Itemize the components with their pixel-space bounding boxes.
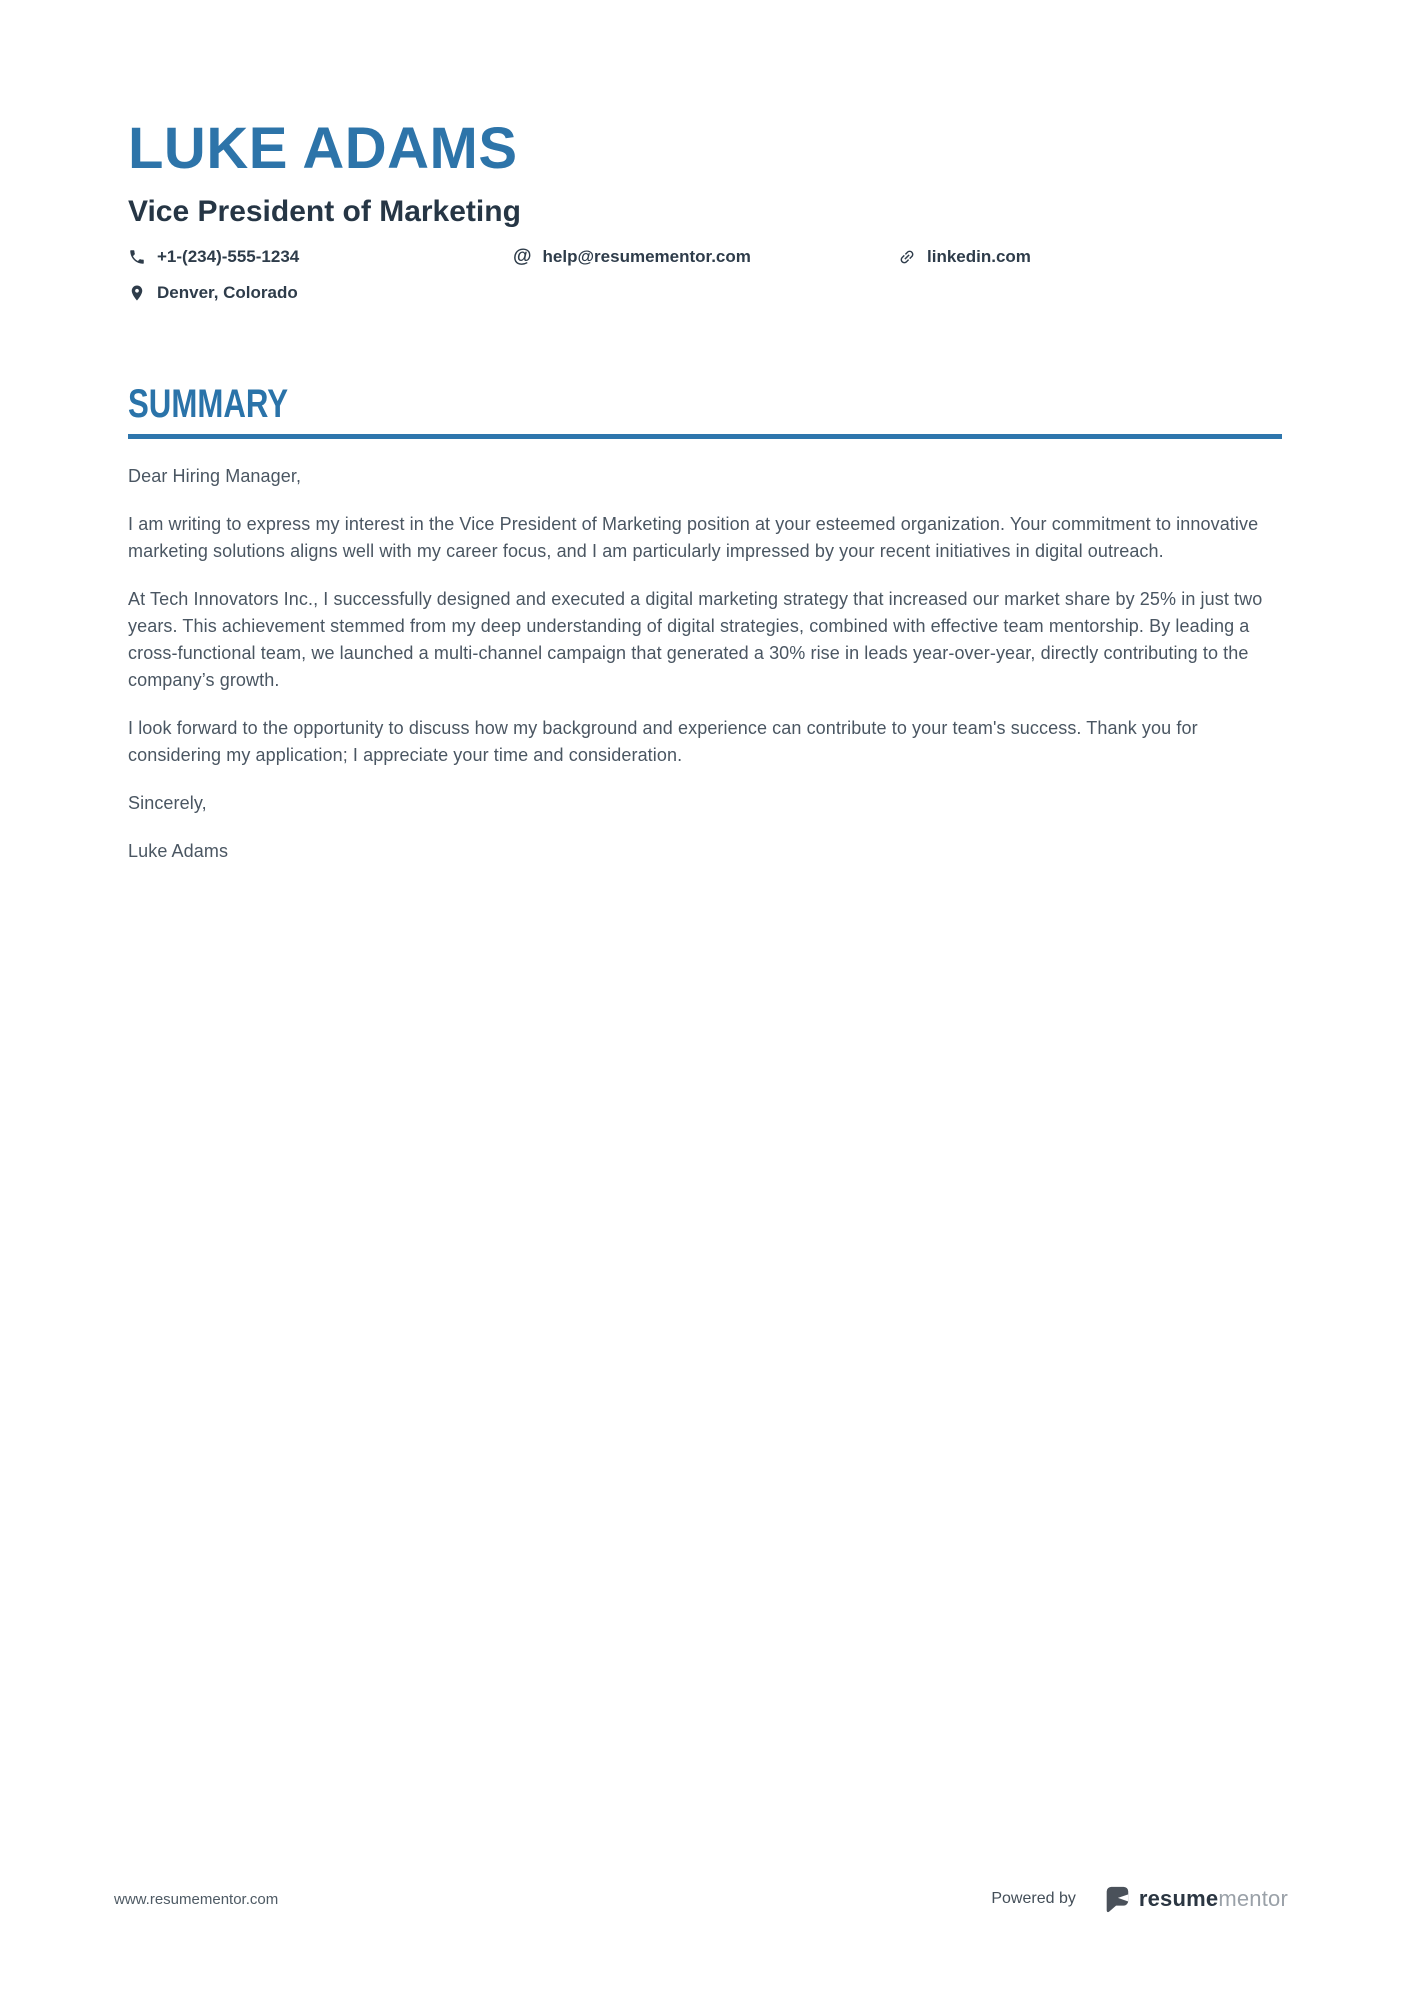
at-icon: @ [513,246,532,267]
resumementor-logo[interactable] [1102,1884,1288,1914]
letter-salutation: Dear Hiring Manager, [128,466,302,486]
contact-email[interactable] [513,246,898,268]
powered-by-label: Powered by [991,1890,1076,1907]
page-footer [0,1884,1410,1914]
page-content [0,0,1410,865]
contact-linkedin[interactable] [898,246,1282,268]
phone-icon [128,248,146,266]
section-divider [128,434,1282,439]
contact-location [128,282,513,304]
summary-heading: SUMMARY [128,382,289,426]
letter-paragraph: At Tech Innovators Inc., I successfully designed and executed a digital marketing strategy that increased our market share by 25% in just two years. This achievement stemmed from my deep understanding of digital strategies, combined with effective team mentorship. By leading a cross-functional team, we launched a multi-channel campaign that generated a 30% rise in leads year-over-year, directly contributing to the company’s growth. [128,589,1263,690]
footer-site-url[interactable]: www.resumementor.com [114,1890,279,1908]
location-icon [128,284,146,302]
contact-phone-label: +1-(234)-555-1234 [157,247,300,266]
resumementor-logo-icon [1102,1884,1132,1914]
contact-info [128,246,1282,304]
letter-paragraph: I look forward to the opportunity to discuss how my background and experience can contribute to your team's success. Thank you for considering my application; I appreciate your time and consideration. [128,718,1198,765]
letter-closing: Sincerely, [128,793,207,813]
contact-location-label: Denver, Colorado [157,283,298,302]
brand-wordmark-bold: resume [1138,1886,1219,1911]
contact-email-label: help@resumementor.com [542,247,751,266]
summary-section [128,380,1282,865]
person-name: LUKE ADAMS [128,116,518,181]
contact-phone[interactable] [128,246,513,268]
letter-body [128,463,1282,865]
letter-signature: Luke Adams [128,841,229,861]
letter-paragraph: I am writing to express my interest in the Vice President of Marketing position at your esteemed organization. Your commitment to innovative marketing solutions aligns well with my career focus, and I am particularly impressed by your recent initiatives in digital outreach. [128,514,1259,561]
job-title: Vice President of Marketing [128,195,521,228]
link-icon [898,248,916,266]
powered-by [991,1884,1288,1914]
brand-wordmark-light: mentor [1218,1886,1288,1911]
brand-wordmark [1139,1884,1288,1914]
contact-linkedin-label: linkedin.com [927,247,1031,266]
